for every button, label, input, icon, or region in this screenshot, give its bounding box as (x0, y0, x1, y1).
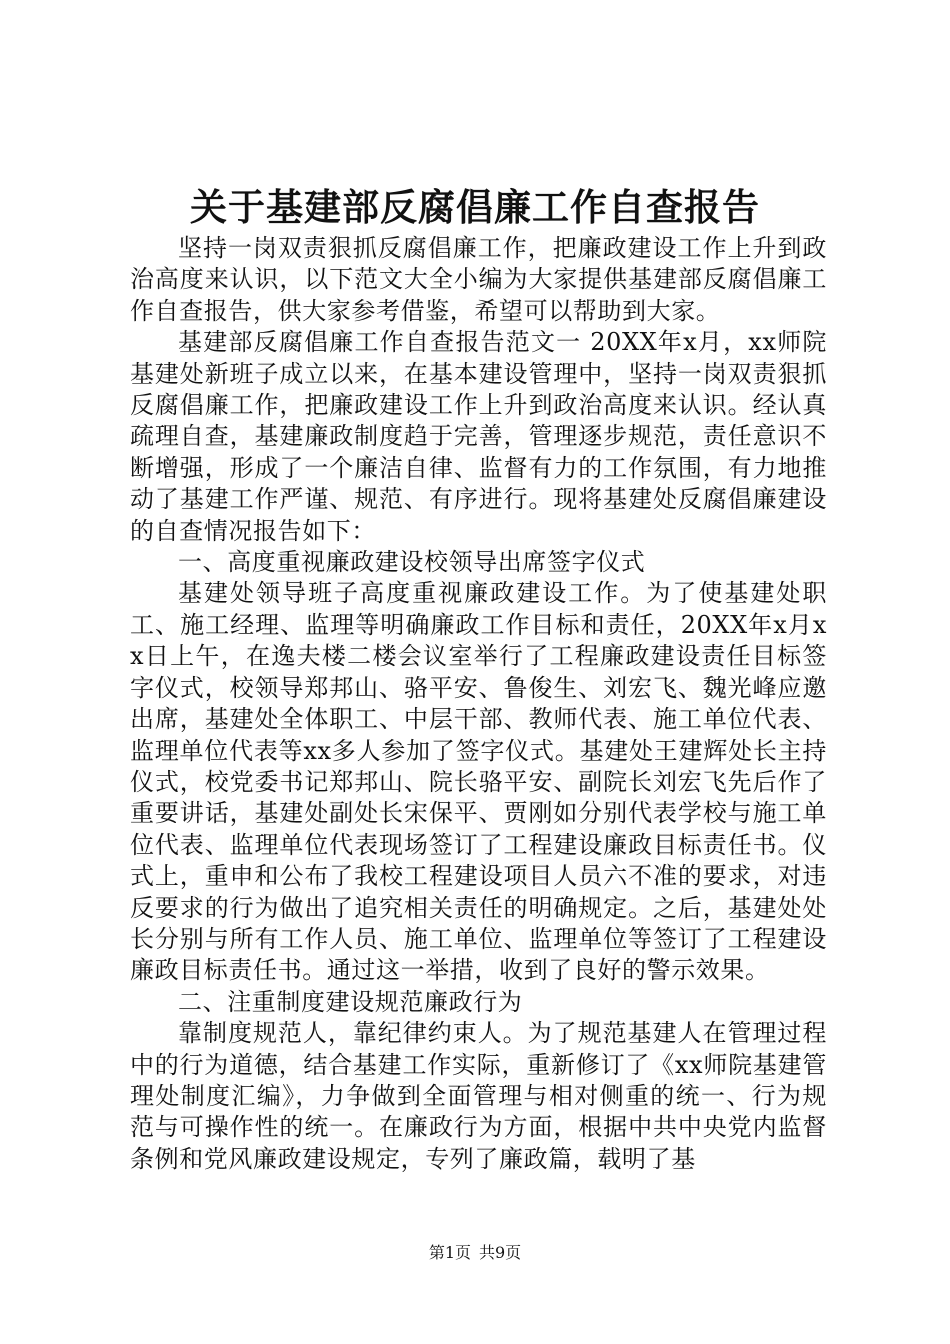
paragraph-section-1: 基建处领导班子高度重视廉政建设工作。为了使基建处职工、施工经理、监理等明确廉政工作目标和责任，20XX年x月xx日上午，在逸夫楼二楼会议室举行了工程廉政建设责任目标签字仪式，校领导郑邦山、骆平安、鲁俊生、刘宏飞、魏光峰应邀出席，基建处全体职工、中层干部、教师代表、施工单位代表、监理单位代表等xx多人参加了签字仪式。基建处王建辉处长主持仪式，校党委书记郑邦山、院长骆平安、副院长刘宏飞先后作了重要讲话，基建处副处长宋保平、贾刚如分别代表学校与施工单位代表、监理单位代表现场签订了工程建设廉政目标责任书。仪式上，重申和公布了我校工程建设项目人员六不准的要求，对违反要求的行为做出了追究相关责任的明确规定。之后，基建处处长分别与所有工作人员、施工单位、监理单位等签订了工程建设廉政目标责任书。通过这一举措，收到了良好的警示效果。 (130, 579, 827, 985)
document-title: 关于基建部反腐倡廉工作自查报告 (190, 185, 760, 229)
section-heading-2: 二、注重制度建设规范廉政行为 (178, 987, 523, 1016)
paragraph-overview: 基建部反腐倡廉工作自查报告范文一 20XX年x月，xx师院基建处新班子成立以来，在基本建设管理中，坚持一岗双责狠抓反腐倡廉工作，把廉政建设工作上升到政治高度来认识。经认真疏理自查，基建廉政制度趋于完善，管理逐步规范，责任意识不断增强，形成了一个廉洁自律、监督有力的工作氛围，有力地推动了基建工作严谨、规范、有序进行。现将基建处反腐倡廉建设的自查情况报告如下： (130, 328, 827, 545)
paragraph-intro: 坚持一岗双责狠抓反腐倡廉工作，把廉政建设工作上升到政治高度来认识，以下范文大全小编为大家提供基建部反腐倡廉工作自查报告，供大家参考借鉴，希望可以帮助到大家。 (130, 234, 827, 325)
section-heading-1: 一、高度重视廉政建设校领导出席签字仪式 (178, 548, 646, 577)
paragraph-section-2: 靠制度规范人，靠纪律约束人。为了规范基建人在管理过程中的行为道德，结合基建工作实际，重新修订了《xx师院基建管理处制度汇编》，力争做到全面管理与相对侧重的统一、行为规范与可操作性的统一。在廉政行为方面，根据中共中央党内监督条例和党风廉政建设规定，专列了廉政篇，载明了基 (130, 1019, 827, 1173)
page-number: 第1页 (428, 1243, 471, 1262)
page-total: 共9页 (479, 1243, 522, 1262)
document-body (130, 233, 827, 1175)
page-footer (0, 1242, 950, 1264)
